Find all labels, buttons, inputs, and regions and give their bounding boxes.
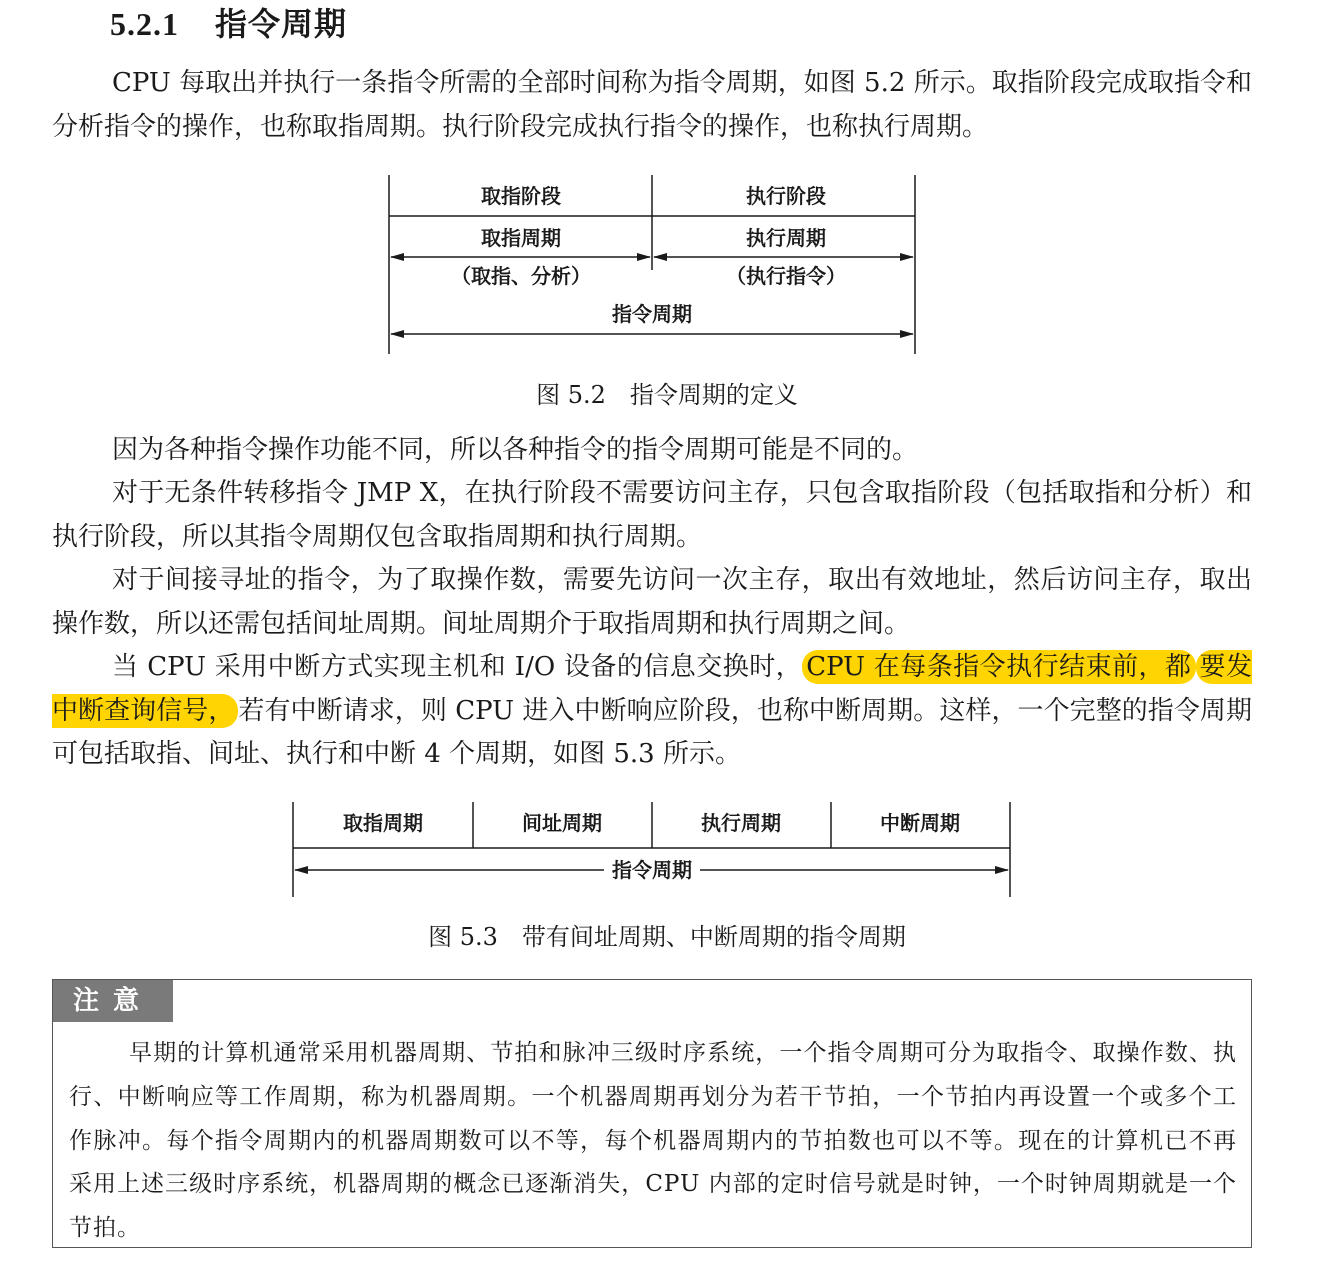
note-text: 早期的计算机通常采用机器周期、节拍和脉冲三级时序系统，一个指令周期可分为取指令、取操作数、执行、中断响应等工作周期，称为机器周期。一个机器周期再划分为若干节拍，一个节拍内再设置一个或多个工作脉冲。每个指令周期内的机器周期数可以不等，每个机器周期内的节拍数也可以不等。现在的计算机已不再采用上述三级时序系统，机器周期的概念已逐渐消失，CPU 内部的定时信号就是时钟，一个时钟周期就是一个节拍。 <box>69 1040 1237 1242</box>
paragraph-2: 因为各种指令操作功能不同，所以各种指令的指令周期可能是不同的。 <box>112 435 919 465</box>
paragraph-5-lead: 当 CPU 采用中断方式实现主机和 I/O 设备的信息交换时， <box>112 652 803 682</box>
section-title: 指令周期 <box>215 5 348 43</box>
cell-exec-cycle: 执行周期 <box>701 811 781 835</box>
cell-indirect-cycle: 间址周期 <box>522 811 602 835</box>
paragraph-3: 对于无条件转移指令 JMP X，在执行阶段不需要访问主存，只包含取指阶段（包括取指和分析）和执行阶段，所以其指令周期仅包含取指周期和执行周期。 <box>52 478 1252 552</box>
label-exec-sub: （执行指令） <box>726 264 846 288</box>
note-title: 注意 <box>53 980 173 1022</box>
highlighted-text: CPU 在每条指令执行结束前，都 <box>802 650 1195 684</box>
figure-5-2-caption: 图 5.2 指令周期的定义 <box>536 381 798 409</box>
note-box <box>52 979 1252 1248</box>
highlighted-text-continued: 要发中断查询信号， <box>52 652 1252 726</box>
paragraph-intro: CPU 每取出并执行一条指令所需的全部时间称为指令周期，如图 5.2 所示。取指阶段完成取指令和分析指令的操作，也称取指周期。执行阶段完成执行指令的操作，也称执行周期。 <box>52 68 1252 142</box>
label-instruction-cycle: 指令周期 <box>612 302 692 326</box>
label-fetch-stage: 取指阶段 <box>481 184 561 208</box>
label-fetch-sub: （取指、分析） <box>451 264 591 288</box>
label-exec-stage: 执行阶段 <box>746 184 826 208</box>
figure-5-3-caption: 图 5.3 带有间址周期、中断周期的指令周期 <box>428 923 906 951</box>
label-fetch-cycle: 取指周期 <box>481 226 561 250</box>
cell-interrupt-cycle: 中断周期 <box>880 811 960 835</box>
label-instruction-cycle-2: 指令周期 <box>612 858 692 882</box>
cell-fetch-cycle: 取指周期 <box>343 811 423 835</box>
paragraph-4: 对于间接寻址的指令，为了取操作数，需要先访问一次主存，取出有效地址，然后访问主存，取出操作数，所以还需包括间址周期。间址周期介于取指周期和执行周期之间。 <box>52 565 1252 639</box>
paragraph-5-rest: 若有中断请求，则 CPU 进入中断响应阶段，也称中断周期。这样，一个完整的指令周期可包括取指、间址、执行和中断 4 个周期，如图 5.3 所示。 <box>52 695 1252 769</box>
label-exec-cycle: 执行周期 <box>746 226 826 250</box>
section-number: 5.2.1 <box>110 6 179 42</box>
